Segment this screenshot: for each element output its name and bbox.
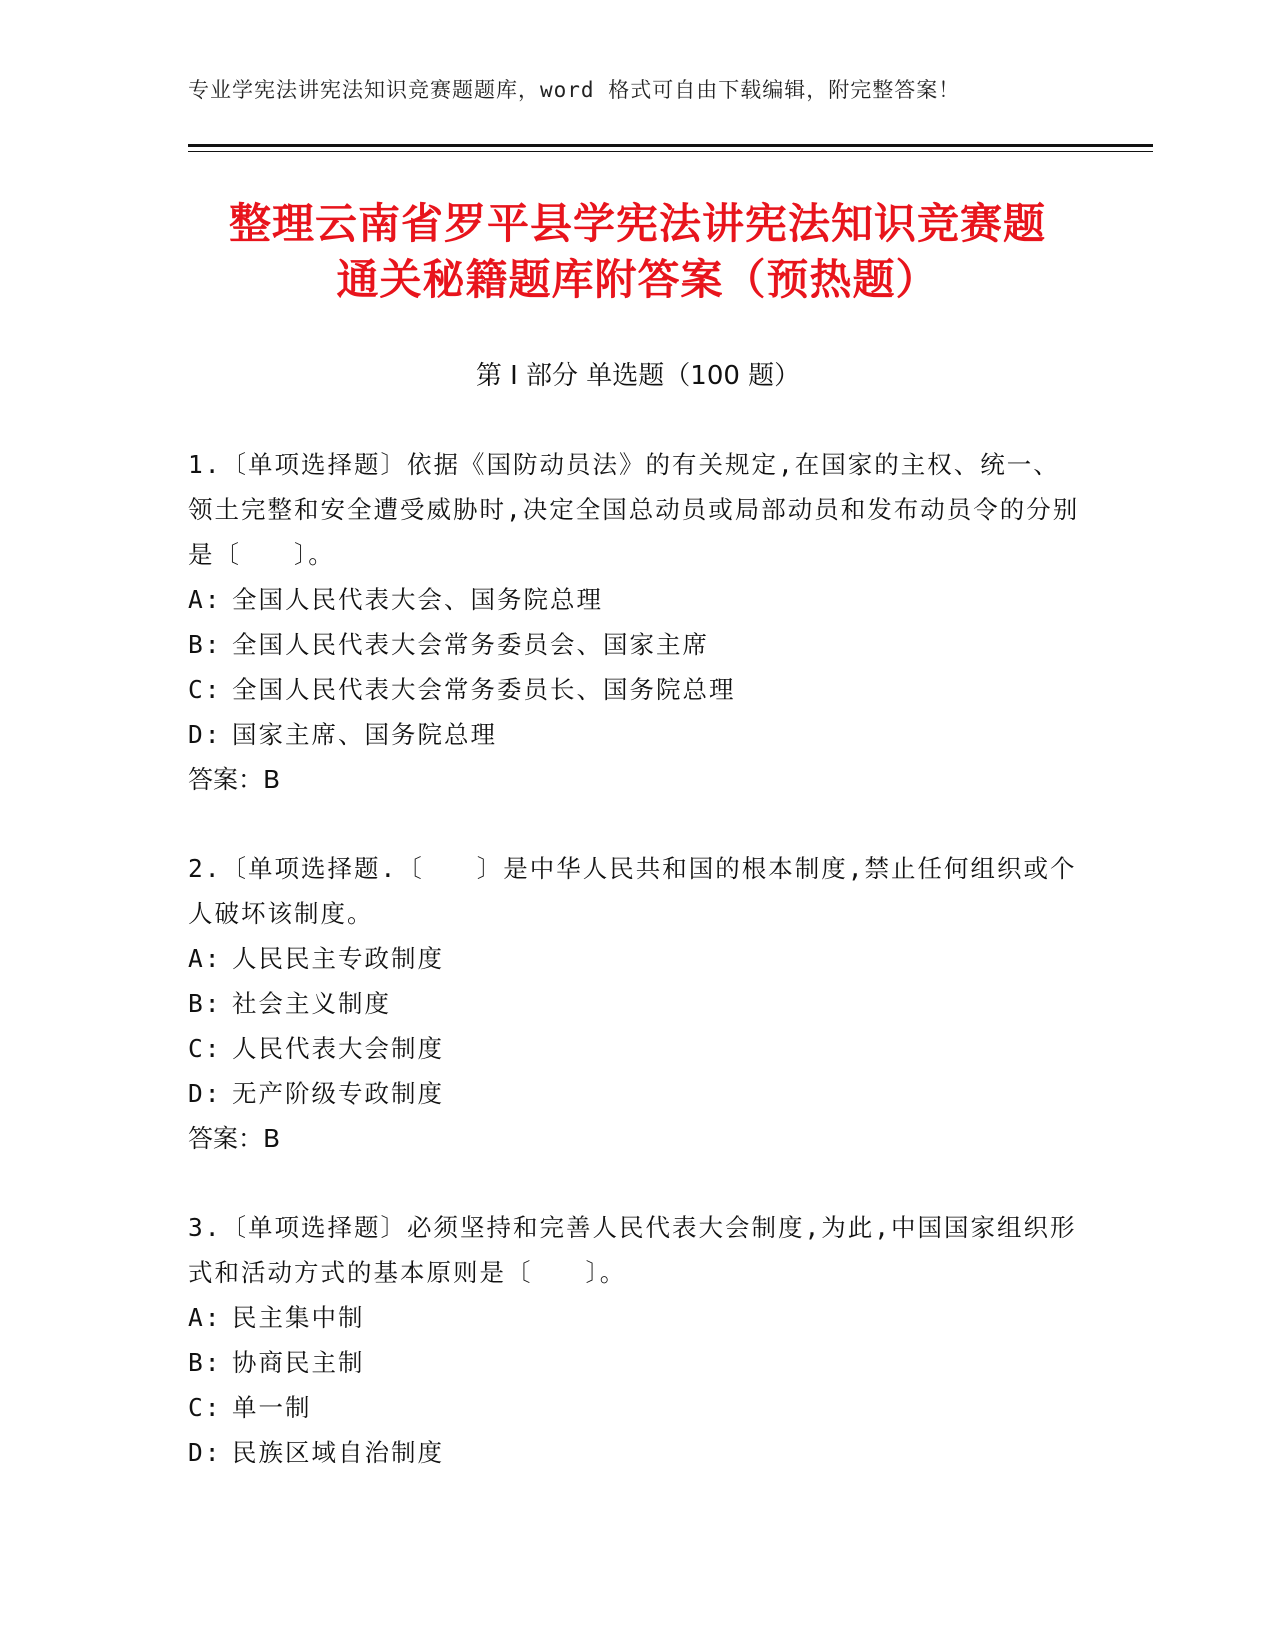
question-stem: 1.〔单项选择题〕依据《国防动员法》的有关规定,在国家的主权、统一、领土完整和安全遭受威胁时,决定全国总动员或局部动员和发布动员令的分别是〔 〕。 <box>188 450 1080 569</box>
option-d <box>188 712 1083 757</box>
option-c <box>188 1026 1083 1071</box>
header-rule-thick <box>188 144 1153 147</box>
option-text: 全国人民代表大会常务委员会、国家主席 <box>232 630 709 659</box>
option-a <box>188 936 1083 981</box>
option-d <box>188 1071 1083 1116</box>
question-3 <box>188 1205 1083 1475</box>
option-c <box>188 1385 1083 1430</box>
option-c <box>188 667 1083 712</box>
answer: 答案：B <box>188 1124 281 1153</box>
option-key: D: <box>188 1438 222 1467</box>
option-a <box>188 577 1083 622</box>
option-b <box>188 1340 1083 1385</box>
option-key: C: <box>188 1034 222 1063</box>
option-key: C: <box>188 1393 222 1422</box>
header-note: 专业学宪法讲宪法知识竞赛题题库，word 格式可自由下载编辑，附完整答案！ <box>188 78 961 102</box>
option-text: 全国人民代表大会、国务院总理 <box>232 585 603 614</box>
option-text: 无产阶级专政制度 <box>232 1079 444 1108</box>
option-text: 全国人民代表大会常务委员长、国务院总理 <box>232 675 736 704</box>
answer: 答案：B <box>188 765 281 794</box>
option-key: D: <box>188 720 222 749</box>
question-stem: 3.〔单项选择题〕必须坚持和完善人民代表大会制度,为此,中国国家组织形式和活动方式的基本原则是〔 〕。 <box>188 1213 1077 1287</box>
option-key: D: <box>188 1079 222 1108</box>
option-key: A: <box>188 585 222 614</box>
option-text: 人民民主专政制度 <box>232 944 444 973</box>
option-b <box>188 622 1083 667</box>
section-heading: 第 I 部分 单选题（100 题） <box>475 361 801 391</box>
header-rule-thin <box>188 151 1153 152</box>
option-key: A: <box>188 944 222 973</box>
option-key: A: <box>188 1303 222 1332</box>
option-text: 人民代表大会制度 <box>232 1034 444 1063</box>
option-text: 民主集中制 <box>232 1303 365 1332</box>
option-a <box>188 1295 1083 1340</box>
option-key: B: <box>188 1348 222 1377</box>
question-stem: 2.〔单项选择题.〔 〕是中华人民共和国的根本制度,禁止任何组织或个人破坏该制度。 <box>188 854 1077 928</box>
option-text: 社会主义制度 <box>232 989 391 1018</box>
option-d <box>188 1430 1083 1475</box>
question-list <box>188 442 1083 1519</box>
document-title <box>140 196 1135 308</box>
option-text: 民族区域自治制度 <box>232 1438 444 1467</box>
option-key: B: <box>188 989 222 1018</box>
question-2 <box>188 846 1083 1161</box>
option-text: 协商民主制 <box>232 1348 365 1377</box>
option-key: B: <box>188 630 222 659</box>
document-title-line-2: 通关秘籍题库附答案（预热题） <box>336 255 939 304</box>
option-b <box>188 981 1083 1026</box>
document-title-line-1: 整理云南省罗平县学宪法讲宪法知识竞赛题 <box>228 199 1046 248</box>
option-text: 单一制 <box>232 1393 312 1422</box>
question-1 <box>188 442 1083 802</box>
option-key: C: <box>188 675 222 704</box>
option-text: 国家主席、国务院总理 <box>232 720 497 749</box>
